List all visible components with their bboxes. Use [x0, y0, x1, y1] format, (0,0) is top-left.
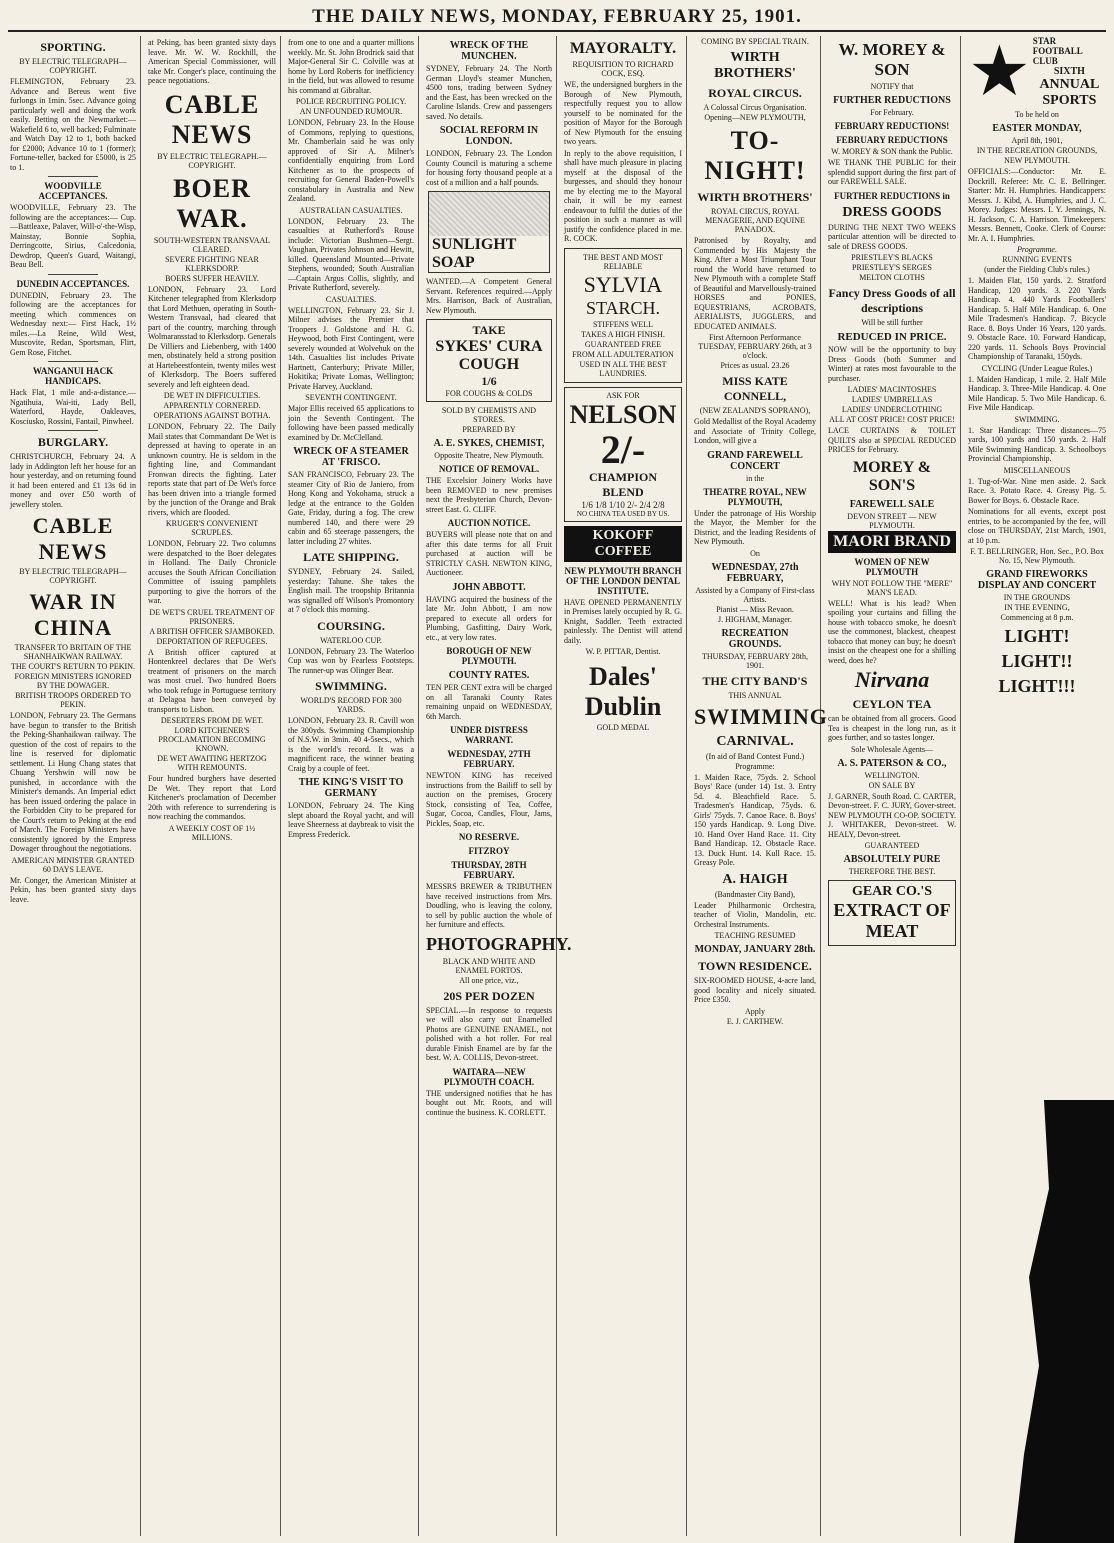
- concert-patron: Under the patronage of His Worship the Mayor, the Member for the District, and the leading Residents of New Plymouth.: [694, 508, 816, 546]
- farewell-sale: FAREWELL SALE: [849, 498, 935, 510]
- woodville-heading: WOODVILLE ACCEPTANCES.: [38, 181, 108, 201]
- cable-news-heading: CABLE NEWS: [32, 513, 114, 564]
- nelson-name: NELSON: [569, 399, 677, 429]
- hertzog-heading: DE WET AWAITING HERTZOG WITH REMOUNTS.: [157, 754, 267, 772]
- concert-assist: Assisted by a Company of First-class Artists.: [695, 585, 815, 604]
- haigh-body: Leader Philharmonic Orchestra, teacher of Violin, Mandolin, etc. Orchestral Instruments.: [694, 900, 816, 929]
- umbrellas-line: LADIES' UMBRELLAS: [851, 395, 933, 404]
- boer-subheading: SOUTH-WESTERN TRANSVAAL CLEARED.: [153, 235, 271, 254]
- kings-heading: THE KING'S VISIT TO GERMANY: [298, 777, 404, 799]
- best-line: THEREFORE THE BEST.: [848, 867, 936, 876]
- distress-heading: UNDER DISTRESS WARRANT.: [450, 725, 528, 745]
- masthead-rule: [8, 30, 1106, 32]
- haigh-subheading: (Bandmaster City Band),: [714, 889, 796, 899]
- county-body: TEN PER CENT extra will be charged on all Taranaki County Rates remaining unpaid on WEDNESDAY, 6th March.: [426, 683, 552, 721]
- sixth-label: SIXTH: [1053, 66, 1085, 77]
- burglary-heading: BURGLARY.: [37, 435, 109, 449]
- war-subheading: BRITISH TROOPS ORDERED TO PEKIN.: [15, 691, 131, 709]
- further-heading-2: FURTHER REDUCTIONS in: [834, 190, 950, 201]
- column-mayoralty: [560, 36, 686, 1536]
- thursday-body: MESSRS BREWER & TRIBUTHEN have received instructions from Mrs. Doudling, who is leaving the colony, to sell by public auction the whole of her furniture and effects.: [426, 882, 552, 929]
- woodville-body: WOODVILLE, February 23. The following are the acceptances:— Cup.—Battleaxe, Palaver, Will-o'-the-Wisp, Mainstay, Bonnie Sophia, Derringcotte, Sirius, Calcedonia, Dewdrop, Queen's Guard, Waitangi, Beau Bell.: [10, 203, 136, 269]
- underclothing-line: LADIES' UNDERCLOTHING: [841, 405, 943, 414]
- extract-name: EXTRACT OF MEAT: [833, 900, 951, 941]
- munchen-body: SYDNEY, February 24. The North German Lloyd's steamer Munchen, 4500 tons, trading between Sydney and the East, has been wrecked on the Caroline Islands. Crew and passengers saved. No details.: [426, 64, 552, 121]
- war-in-china-heading: WAR IN CHINA: [29, 589, 117, 640]
- commencing-line: Commencing at 8 p.m.: [1000, 613, 1074, 622]
- sykes-sold: SOLD BY CHEMISTS AND STORES.: [441, 406, 537, 424]
- cycling-body: 1. Maiden Handicap, 1 mile. 2. Half Mile Handicap. 3. Three-Mile Handicap. 4. One Mile Handicap. 5. Two Mile Handicap. 6. Five Mile Handicap.: [968, 374, 1106, 412]
- swimming-subheading: WORLD'S RECORD FOR 300 YARDS.: [300, 696, 402, 714]
- separator: [48, 274, 98, 275]
- programme-body: 1. Maiden Race, 75yds. 2. School Boys' Race (under 14) 1st. 3. Entry 5d. 4. Bleachfield Race. 5. Tradesmen's Handicap, 75yds. 6. Girls' 75yds. 7. Canoe Race. 8. Boys' 150 yards Handicap. 9. Long Dive. 10. Hand Over Hand Race. 11. City Band Handicap. 12. Obstacle Race. 13. Duck Hunt. 14. Kull Race. 15. Greasy Pole.: [694, 772, 816, 867]
- boer-war-heading: BOER WAR.: [173, 173, 251, 233]
- separator: [48, 430, 98, 431]
- cycling-heading: CYCLING (Under League Rules.): [981, 363, 1093, 373]
- war-subheading: THE COURT'S RETURN TO PEKIN.: [10, 662, 135, 671]
- police-heading: POLICE RECRUITING POLICY.: [295, 97, 407, 106]
- melton-cloths: MELTON CLOTHS: [859, 273, 925, 282]
- burglary-body: CHRISTCHURCH, February 24. A lady in Addington left her house for an hour yesterday, and on returning found it had been entered and £1 13s 6d in money and over £50 worth of jewellery stolen.: [10, 452, 136, 509]
- column-divider: [280, 36, 281, 1536]
- column-boer-war: [144, 36, 280, 1536]
- dewet-subheading: APPARENTLY CORNERED.: [163, 401, 261, 410]
- section-body: from one to one and a quarter millions weekly. Mr. St. John Brodrick said that Major-General Sir C. Colville was at home by Lord Roberts for inefficiency in the field, but was allowed to resume his command at Gibraltar.: [288, 38, 414, 95]
- australian-body: LONDON, February 23. The casualties at Rutherford's Rouse include: Victorian Bushmen—Sergt. Vaughan, Privates Johnson and Hewitt, killed. Queensland Mounted—Private Stephens, wounded; South Australian—Captain Argus Collis, slightly, and Private Rutherford, severely.: [288, 216, 414, 292]
- carnival-heading: CARNIVAL.: [716, 733, 794, 749]
- nelson-price-graphic: 2/-: [600, 426, 646, 472]
- town-heading: TOWN RESIDENCE.: [698, 959, 812, 973]
- wellington-line: WELLINGTON.: [864, 770, 920, 780]
- secretary-line: F. T. BELLRINGER, Hon. Sec., P.O. Box No. 15, New Plymouth.: [970, 547, 1104, 565]
- running-body: 1. Maiden Flat, 150 yards. 2. Stratford Handicap, 120 yards. 3. 220 Yards Handicap. 4. 440 Yards Footballers' Handicap. 5. Half Mile Handicap. 6. One Mile Tradesmen's Handicap. 7. Bicycle Race. 8. Boys Under 16 Years, 120 yards. 9. Obstacle Race. 10. Forward Handicap, 220 yards. 11. Schools Boys Provincial Championship of Taranaki, 150yds.: [968, 276, 1106, 361]
- easter-line: EASTER MONDAY,: [992, 123, 1082, 134]
- ceylon-tea: CEYLON TEA: [852, 697, 932, 711]
- separator: [48, 176, 98, 177]
- in-grounds-line: IN THE GROUNDS: [1003, 593, 1071, 602]
- circus-body: Patronised by Royalty, and Commended by His Majesty the King. After a Most Triumphant Tour round the World have returned to New Plymouth with a complete Staff of Beautiful and Marvellously-trained HORSES and PONIES, EQUESTRIANS, ACROBATS, AERIALISTS, JUGGLERS, and EDUCATED ANIMALS.: [694, 236, 816, 331]
- theatre-heading: THEATRE ROYAL, NEW PLYMOUTH,: [703, 486, 807, 507]
- war-body: LONDON, February 23. The Germans have begun to transfer to the British the Peking-Shanhaikwan railway. The question of the cost of repairs to the line is reserved for diplomatic settlement. Li Hung Chang states that Chuang Yershwin will now be punished, in accordance with the Minister's demands. An Imperial edict has been issued ordering the palace in the Forbidden City to be prepared for the Court's return to Peking at the end of March. The Foreign Ministers have consistently ignored by the Empress Dowager throughout the negotiations.: [10, 711, 136, 853]
- dental-body: HAVE OPENED PERMANENTLY in Premises lately occupied by R. G. Knight, Saddler. Teeth extracted painlessly. The Dentist will attend daily.: [564, 597, 682, 645]
- column-circus: [690, 36, 828, 1536]
- light-2: LIGHT!!: [1001, 651, 1073, 671]
- coursing-heading: COURSING.: [317, 618, 385, 633]
- reserve-heading: NO RESERVE.: [458, 832, 520, 842]
- kitchener-heading: LORD KITCHENER'S PROCLAMATION BECOMING KNOWN.: [158, 726, 266, 753]
- notice-heading: NOTICE OF REMOVAL.: [438, 464, 540, 474]
- nelson-blend: CHAMPION BLEND: [589, 469, 657, 499]
- connell-body: Gold Medallist of the Royal Academy and Associate of Trinity College, London, will give a: [694, 417, 816, 445]
- next-two-body: DURING THE NEXT TWO WEEKS particular attention will be directed to sale of DRESS GOODS.: [828, 222, 956, 251]
- australian-heading: AUSTRALIAN CASUALTIES.: [299, 205, 403, 215]
- opening-line: Opening—NEW PLYMOUTH,: [704, 113, 806, 122]
- nelson-ask: ASK FOR: [606, 390, 640, 400]
- held-line: To be held on: [1015, 110, 1059, 119]
- war-subheading: TRANSFER TO BRITAIN OF THE SHANHAIKWAN RAILWAY.: [14, 643, 132, 661]
- evening-line: IN THE EVENING,: [1004, 603, 1070, 612]
- column-divider: [820, 36, 821, 1536]
- requisition-heading: REQUISITION TO RICHARD COCK, ESQ.: [572, 60, 674, 78]
- shipping-body: SYDNEY, February 24. Sailed, yesterday: Tahune. She takes the English mail. The troopship Britannia was signalled off Wilson's Promontory at 7 o'clock this morning.: [288, 567, 414, 614]
- sykes-sub: FOR COUGHS & COLDS: [445, 389, 533, 398]
- notice-body: THE Excelsior Joinery Works have been REMOVED to new premises next the Presbyterian Church, Devon-street East. G. CLIFF.: [426, 476, 552, 514]
- wreck-heading: WRECK OF A STEAMER AT 'FRISCO.: [293, 446, 409, 468]
- grounds-line: IN THE RECREATION GROUNDS,: [976, 146, 1098, 155]
- fireworks-heading: GRAND FIREWORKS DISPLAY AND CONCERT: [977, 569, 1097, 591]
- circus-heading: ROYAL CIRCUS.: [708, 86, 802, 100]
- swim-heading: SWIMMING.: [1014, 414, 1060, 424]
- women-heading: WOMEN OF NEW PLYMOUTH: [854, 556, 930, 577]
- further-heading: FURTHER REDUCTIONS: [833, 95, 951, 106]
- seventh-body: Major Ellis received 65 applications to join the Seventh Contingent. The following have been passed medically examined by Dr. McClelland.: [288, 404, 414, 442]
- town-body: SIX-ROOMED HOUSE, 4-acre land, good locality and nicely situated. Price £350.: [694, 976, 816, 1004]
- social-heading: SOCIAL REFORM IN LONDON.: [439, 125, 539, 147]
- column-morey: [824, 36, 960, 1536]
- sykes-advertisement: [426, 319, 552, 402]
- swim-body: 1. Star Handicap: Three distances—75 yards, 100 yards and 150 yards. 2. Half Mile Swimming Handicap. 3. Schoolboys Provincial Championship.: [968, 425, 1106, 463]
- intro-body: at Peking, has been granted sixty days leave. Mr. W. W. Rockhill, the American Special Commissioner, will take Mr. Conger's place, continuing the peace negotiations.: [148, 38, 276, 85]
- concert-date: WEDNESDAY, 27th FEBRUARY,: [711, 561, 799, 584]
- sylvia-advertisement: [564, 248, 682, 383]
- apply-label: Apply: [745, 1006, 765, 1016]
- cable-news-subheading: BY ELECTRIC TELEGRAPH.—COPYRIGHT.: [157, 151, 267, 170]
- cost-line: ALL AT COST PRICE! COST PRICE!: [829, 415, 955, 424]
- misc-heading: MISCELLANEOUS: [1003, 465, 1071, 475]
- rumour-heading: AN UNFOUNDED RUMOUR.: [299, 107, 403, 116]
- soap-advertisement-image: [428, 191, 550, 273]
- annual-label: ANNUAL: [1039, 77, 1100, 92]
- nelson-tagline: NO CHINA TEA USED BY US.: [576, 509, 670, 518]
- sylvia-name: SYLVIA: [583, 271, 663, 297]
- sylvia-line: FROM ALL ADULTERATION: [572, 349, 674, 359]
- dunedin-heading: DUNEDIN ACCEPTANCES.: [16, 278, 130, 289]
- thursday-heading: THURSDAY, 28TH FEBRUARY.: [451, 860, 527, 880]
- county-heading: COUNTY RATES.: [448, 670, 530, 681]
- sports-label: SPORTS: [1042, 93, 1097, 108]
- auction-body: BUYERS will please note that on and after this date terms for all Fruit purchased at auction will be STRICTLY CASH. NEWTON KING, Auctioneer.: [426, 530, 552, 577]
- cost-heading: A WEEKLY COST OF 1½ MILLIONS.: [168, 823, 256, 842]
- column-divider: [140, 36, 141, 1536]
- munchen-heading: WRECK OF THE MUNCHEN.: [449, 40, 529, 62]
- misc-body: 1. Tug-of-War. Nine men aside. 2. Sack Race. 3. Potato Race. 4. Greasy Pig. 5. Bower for Boys. 6. Obstacle Race.: [968, 476, 1106, 505]
- sykes-name: A. E. SYKES, CHEMIST,: [433, 438, 545, 449]
- dewet-body: LONDON, February 22. The Daily Mail states that Commandant De Wet is depressed at having to operate in an unknown country. He is seldom in the fighting line, and Commandant Fronwan directs the fighting. Later reports state that part of De Wet's force has been driven into a triangle formed by the junction of the Orange and Brak rivers, which are flooded.: [148, 422, 276, 517]
- seventh-heading: SEVENTH CONTINGENT.: [305, 393, 397, 402]
- sjambok-heading: A BRITISH OFFICER SJAMBOKED.: [149, 626, 275, 636]
- borough-heading: BOROUGH OF NEW PLYMOUTH.: [446, 646, 532, 666]
- teaching-line: TEACHING RESUMED: [714, 931, 796, 940]
- aid-line: (In aid of Band Contest Fund.): [705, 751, 805, 761]
- coursing-body: LONDON, February 23. The Waterloo Cup was won by Fearless Footsteps. The runner-up was Olinger Bear.: [288, 646, 414, 675]
- thank-line: W. MOREY & SON thank the Public.: [831, 147, 953, 156]
- officials-body: OFFICIALS:—Conductor: Mr. E. Dockrill. Referee: Mr. C. E. Bellringer. Starter: Mr. H. Humphries. Handicappers: Messrs. J. Kibd, A. Humphries, and J. C. Morey. Judges: Messrs. I. Y. Jennings, N. H. Jackson, C. A. Harrison. Timekeepers: Messrs. Bennett, Cooke. Clerk of Course: Mr. A. I. Humphries.: [968, 167, 1106, 243]
- circus-subheading: A Colossal Circus Organisation.: [703, 103, 807, 112]
- soap-caption: SUNLIGHT SOAP: [429, 236, 549, 272]
- refugees-body: A British officer captured at Hontenkreel declares that De Wet's treatment of prisoners on the march was most cruel. Two hundred Boers who took refuge in Portuguese territory at Delagoa have been conveyed by transports to Lisbon.: [148, 647, 276, 714]
- wreck-body: SAN FRANCISCO, February 23. The steamer City of Rio de Janiero, from Hong Kong and Yokohama, struck a ledge at the entrance to the Golden Gate, Friday, during a fog. The crew numbered 140, and there were 29 cabin and 65 steerage passengers, the latter including 27 whites.: [288, 470, 414, 546]
- american-body: Mr. Conger, the American Minister at Pekin, has been granted sixty days leave.: [10, 875, 136, 904]
- band-heading: THE CITY BAND'S: [702, 673, 808, 688]
- morey-heading: W. MOREY & SON: [838, 40, 946, 79]
- column-sporting: [6, 36, 140, 1536]
- wanted-body: WANTED.—A Competent General Servant. References required.—Apply Mrs. Harrison, Back of Australian, New Plymouth.: [426, 277, 552, 315]
- sporting-heading: SPORTING.: [40, 40, 106, 54]
- carthew-name: E. J. CARTHEW.: [726, 1016, 784, 1026]
- photography-subheading-2: All one price, viz.,: [459, 975, 519, 985]
- cruel-heading: DE WET'S CRUEL TREATMENT OF PRISONERS.: [149, 607, 275, 626]
- sylvia-best: THE BEST AND MOST RELIABLE: [582, 252, 664, 271]
- concert-in: in the: [746, 473, 764, 483]
- february-line: For February.: [870, 108, 914, 117]
- auction-heading: AUCTION NOTICE.: [447, 518, 531, 528]
- sellers-body: J. GARNER, South Road. C. CARTER, Devon-street. F. C. JURY, Gover-street. NEW PLYMOUTH CO-OP. SOCIETY. J. WHITAKER, Devon-street. W. HEALY, Devon-street.: [828, 791, 956, 839]
- sylvia-line: USED IN ALL THE BEST LAUNDRIES.: [579, 359, 667, 378]
- programme-label: Programme.: [1017, 245, 1057, 254]
- nelson-prices: 1/6 1/8 1/10 2/- 2/4 2/8: [581, 499, 665, 510]
- wirth-heading-2: WIRTH BROTHERS': [697, 190, 813, 204]
- cable-news-heading: CABLE NEWS: [164, 89, 260, 149]
- shipping-heading: LATE SHIPPING.: [303, 550, 399, 564]
- separator: [48, 361, 98, 362]
- agents-line: Sole Wholesale Agents—: [850, 744, 934, 754]
- wednesday-body: NEWTON KING has received instructions from the Bailiff to sell by auction on the premises, Grocery Stock, consisting of Tea, Coffee, Sugar, Cocoa, Candles, Flour, Jams, Pickles, Soap, etc.: [426, 771, 552, 828]
- devon-line: DEVON STREET — NEW PLYMOUTH.: [847, 511, 937, 530]
- nirvana-logo: Nirvana: [854, 667, 930, 692]
- prices-line: Prices as usual. 23.26: [720, 361, 790, 370]
- abbott-heading: JOHN ABBOTT.: [452, 581, 526, 593]
- mayoralty-body: WE, the undersigned burghers in the Borough of New Plymouth, respectfully request you to allow yourself to be nominated for the position of Mayor for the Borough of New Plymouth for the ensuing two years.: [564, 80, 682, 146]
- reply-body: In reply to the above requisition, I shall have much pleasure in placing myself at the disposal of the burgesses, and should they honour me by electing me to the Mayoral chair, it will be my earnest endeavour to fulfil the duties of the position in such a manner as will justify the confidence placed in me. R. COCK.: [564, 148, 682, 243]
- dentist-name: W. P. PITTAR, Dentist.: [585, 647, 661, 656]
- star-club-header: [968, 33, 1106, 111]
- star-club-name: STAR FOOTBALL CLUB: [1032, 36, 1083, 66]
- lace-body: LACE CURTAINS & TOILET QUILTS also at SPECIAL REDUCED PRICES for February.: [828, 426, 956, 454]
- nirvana-body: can be obtained from all grocers. Good Tea is cheapest in the long run, as it goes further, and so tastes longer.: [828, 714, 956, 742]
- wanganui-body: Hack Flat, 1 mile and-a-distance.—Ngatihuia, Wai-iti, Lady Bell, Waterford, Hayde, Oakleaves, Kosciusko, Rossini, Fantail, Pinwheel.: [10, 388, 136, 426]
- boer-body: LONDON, February 23. Lord Kitchener telegraphed from Klerksdorp that Lord Methuen, operating in South-Western Transvaal, had cleared that part of the country, marching through Wolmaransstad to Klerksdorp. Generals De Villiers and Liebenberg, with 1400 men, obstinately held a strong position at Hartebeestfontein, twenty miles west of Klerksdorp. The Boers suffered severely and left eighteen dead.: [148, 284, 276, 389]
- pianist-line: Pianist — Miss Revaon.: [716, 604, 794, 614]
- running-subheading: (under the Fielding Club's rules.): [984, 265, 1090, 274]
- sporting-subheading: BY ELECTRIC TELEGRAPH—COPYRIGHT.: [19, 57, 127, 75]
- light-1: LIGHT!: [1004, 626, 1070, 646]
- dewet-heading: DE WET IN DIFFICULTIES.: [163, 391, 261, 400]
- photography-body: SPECIAL.—In response to requests we will also carry out Enamelled Photos are GENUINE ENAMEL, not polished with a hot roller. For real durable Finish Enamel are by far the best. W. A. COLLIS, Devon-street.: [426, 1005, 552, 1062]
- fancy-dress: Fancy Dress Goods of all descriptions: [828, 286, 956, 315]
- concert-on: On: [750, 548, 760, 558]
- tonight-heading: TO-NIGHT!: [704, 126, 806, 185]
- nominations-body: Nominations for all events, except post entries, to be accompanied by the fee, will close on THURSDAY, 21st March, 1901, at 10 p.m.: [968, 507, 1106, 545]
- sylvia-line: TAKES A HIGH FINISH.: [581, 329, 665, 339]
- column-ads-notices: [422, 36, 572, 1536]
- column-divider: [686, 36, 687, 1536]
- photography-price: 20S PER DOZEN: [443, 988, 535, 1003]
- connell-subheading: (NEW ZEALAND'S SOPRANO),: [699, 406, 811, 415]
- hertzog-body: Four hundred burghers have deserted De Wet. They report that Lord Kitchener's proclamation of December 20th with reference to surrendering is now reaching the commandos.: [148, 774, 276, 821]
- casualties-body: WELLINGTON, February 23. Sir J. Milner advises the Premier that Troopers J. Goldstone and H. G. Heywood, both First Contingent, were severely wounded at Wolvehuk on the 14th. Casualties list includes Private Hartnett, Canterbury; Private Miller, Hokitika; Private Lomas, Wellington; Private Harvey, Auckland.: [288, 305, 414, 391]
- reduced-line: REDUCED IN PRICE.: [837, 331, 947, 343]
- dales-logo: Dales' Dublin: [584, 662, 662, 721]
- special-train: COMING BY SPECIAL TRAIN.: [701, 37, 809, 46]
- sylvia-line: GUARANTEED FREE: [584, 339, 662, 349]
- swimming-heading: SWIMMING: [694, 703, 828, 729]
- boer-subheading: BOERS SUFFER HEAVILY.: [165, 273, 259, 283]
- waitara-body: THE undersigned notifies that he has bought out Mr. Roots, and will continue the business. K. CORLETT.: [426, 1088, 552, 1117]
- kokoff-coffee-banner: KOKOFF COFFEE: [564, 526, 682, 562]
- farewell-concert: GRAND FAREWELL CONCERT: [707, 449, 803, 472]
- annual-line: THIS ANNUAL: [728, 690, 782, 700]
- thank-body: WE THANK THE PUBLIC for their splendid support during the first part of our FAREWELL SALE.: [828, 158, 956, 186]
- sylvia-line: STIFFENS WELL: [592, 319, 654, 329]
- deserters-heading: DESERTERS FROM DE WET.: [160, 716, 264, 725]
- menagerie-line: ROYAL CIRCUS, ROYAL MENAGERIE, AND EQUINE PANADOX.: [705, 207, 805, 234]
- why-line: WHY NOT FOLLOW THE "MERE" MAN'S LEAD.: [831, 578, 953, 597]
- thursday-line: THURSDAY, FEBRUARY 28th, 1901.: [702, 651, 808, 670]
- opportunity-body: NOW will be the opportunity to buy Dress Goods (both Summer and Winter) at rates most favourable to the purchaser.: [828, 345, 956, 383]
- light-3: LIGHT!!!: [998, 676, 1076, 696]
- gear-advertisement: [828, 880, 956, 946]
- coursing-subheading: WATERLOO CUP.: [320, 635, 382, 645]
- column-cable-continued: [284, 36, 418, 1536]
- dress-goods: DRESS GOODS: [842, 204, 942, 220]
- wednesday-heading: WEDNESDAY, 27TH FEBRUARY.: [447, 749, 531, 769]
- grounds-heading: RECREATION GROUNDS.: [721, 627, 789, 650]
- boer-subheading: SEVERE FIGHTING NEAR KLERKSDORP.: [165, 254, 259, 273]
- sykes-title: SYKES' CURA COUGH: [435, 338, 543, 373]
- rumour-body: LONDON, February 23. In the House of Commons, replying to questions, Mr. Chamberlain said he was only approved of Sir A. Milner's confidentially enquiring from Lord Kitchener as to the prospects of recruiting for General Baden-Powell's constabulary in Australia and New Zealand.: [288, 118, 414, 203]
- kruger-body: LONDON, February 22. Two columns were despatched to the Boer delegates in Holland. The Daily Chronicle accuses the South African Conciliation Committee of issuing pamphlets purporting to give the horrors of the war.: [148, 539, 276, 605]
- column-divider: [960, 36, 961, 1536]
- morey-sons-heading: MOREY & SON'S: [852, 458, 932, 494]
- gear-name: GEAR CO.'S: [851, 884, 933, 899]
- dewet-subheading: OPERATIONS AGAINST BOTHA.: [153, 411, 271, 420]
- arrival-line: First Afternoon Performance TUESDAY, FEBRUARY 26th, at 3 o'clock.: [698, 333, 812, 360]
- programme-label: Programme:: [735, 761, 775, 771]
- swimming-body: LONDON, February 23. R. Cavill won the 300yds. Swimming Championship of N.S.W. in 3min. 40 4-5secs., which is the world's record. It was a magnificent race, the winner beating Craig by a couple of feet.: [288, 716, 414, 773]
- column-divider: [418, 36, 419, 1536]
- dales-sub: GOLD MEDAL: [596, 723, 650, 732]
- kings-body: LONDON, February 24. The King slept aboard the Royal yacht, and will leave Sheerness at daybreak to visit the Empress Frederick.: [288, 801, 414, 839]
- paterson-line: A. S. PATERSON & CO.,: [837, 757, 947, 769]
- american-heading: AMERICAN MINISTER GRANTED 60 DAYS LEAVE.: [11, 855, 135, 874]
- priestleys-serges: PRIESTLEY'S SERGES: [852, 263, 932, 272]
- swimming-heading: SWIMMING.: [315, 679, 387, 693]
- higham-line: J. HIGHAM, Manager.: [718, 614, 792, 624]
- social-body: LONDON, February 23. The London County Council is maturing a scheme for housing forty thousand people at a cost of a million and a half pounds.: [426, 149, 552, 187]
- fitzroy-heading: FITZROY: [468, 846, 510, 856]
- masthead: THE DAILY NEWS, MONDAY, FEBRUARY 25, 1901.: [312, 6, 802, 27]
- still-line: Will be still further: [861, 318, 923, 327]
- kruger-heading: KRUGER'S CONVENIENT SCRUPLES.: [165, 519, 259, 537]
- waitara-heading: WAITARA—NEW PLYMOUTH COACH.: [443, 1066, 535, 1087]
- notify-line: NOTIFY that: [870, 82, 914, 91]
- take-label: TAKE: [472, 323, 506, 337]
- women-body: WELL! What is his lead? When spoiling your curtains and filling the house with tobacco smoke, he doesn't use the commonest, blackest, cheapest tobacco that money can buy; he doesn't insist on the cheapest one for a shilling weed, does he?: [828, 598, 956, 665]
- monday-line: MONDAY, JANUARY 28th.: [694, 944, 816, 955]
- sykes-address: Opposite Theatre, New Plymouth.: [434, 451, 544, 460]
- wanganui-heading: WANGANUI HACK HANDICAPS.: [32, 366, 114, 386]
- sylvia-starch: STARCH.: [585, 297, 661, 318]
- dental-heading: NEW PLYMOUTH BRANCH OF THE LONDON DENTAL INSTITUTE.: [564, 565, 682, 596]
- connell-heading: MISS KATE CONNELL,: [722, 374, 788, 403]
- column-divider: [556, 36, 557, 1536]
- running-heading: RUNNING EVENTS: [1002, 255, 1072, 264]
- guaranteed-line: GUARANTEED: [864, 841, 920, 850]
- photography-heading: PHOTOGRAPHY.: [426, 933, 572, 954]
- refugees-heading: DEPORTATION OF REFUGEES.: [156, 636, 268, 646]
- casualties-heading: CASUALTIES.: [325, 294, 377, 304]
- sporting-body: FLEMINGTON, February 23. Advance and Bereus went five furlongs in 1min. 5sec. Advance going particularly well and doing the work easily. Betting on the Newmarket:—Wakefield 6 to, well backed; Fulminate and Watch Day 12 to 1, both backed for £2000; Advance 10 to 1 (former); Fortune-teller, backed for £5000, is 25 to 1.: [10, 77, 136, 172]
- mayoralty-heading: MAYORALTY.: [569, 40, 677, 57]
- sykes-price: 1/6: [481, 374, 497, 388]
- april-line: April 8th, 1901,: [1011, 136, 1063, 145]
- wirth-heading: WIRTH BROTHERS': [714, 50, 796, 81]
- photography-subheading: BLACK AND WHITE AND ENAMEL FORTOS.: [442, 956, 536, 975]
- star-icon: ★: [968, 33, 1031, 111]
- priestleys-blacks: PRIESTLEY'S BLACKS: [851, 253, 933, 262]
- pure-line: ABSOLUTELY PURE: [843, 854, 941, 865]
- mackintoshes-line: LADIES' MACINTOSHES: [847, 385, 937, 394]
- haigh-heading: A. HAIGH: [722, 871, 788, 887]
- feb-reductions-2: FEBRUARY REDUCTIONS: [836, 135, 948, 145]
- feb-reductions: FEBRUARY REDUCTIONS!: [834, 121, 950, 131]
- np-line: NEW PLYMOUTH.: [1004, 156, 1070, 165]
- dunedin-body: DUNEDIN, February 23. The following are the acceptances for meeting which commences on Wednesday next:— First Hack, 1½ miles.—La Reine, Wild West, Muscovite, Redan, Sportsman, Flirt, Gem Rose, Fitchet.: [10, 290, 136, 357]
- cable-news-subheading: BY ELECTRIC TELEGRAPH—COPYRIGHT.: [19, 567, 127, 585]
- sale-by-line: ON SALE BY: [868, 780, 916, 790]
- maori-brand-banner: MAORI BRAND: [828, 531, 956, 553]
- abbott-body: HAVING acquired the business of the late Mr. John Abbott, I am now prepared to execute all orders for Plumbing, Gasfitting, Dairy Work, etc., at very low rates.: [426, 594, 552, 642]
- war-subheading: FOREIGN MINISTERS IGNORED BY THE DOWAGER.: [14, 672, 132, 690]
- sykes-prepared: PREPARED BY: [462, 425, 516, 434]
- nelson-tea-advertisement: [564, 387, 682, 522]
